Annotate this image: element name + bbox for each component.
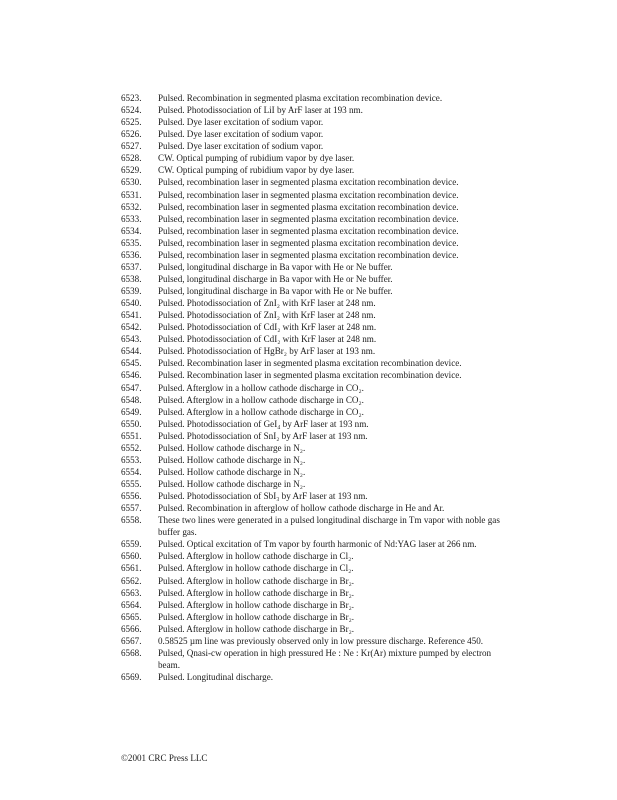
note-text: Pulsed, recombination laser in segmented plasma excitation recombination device. [158, 237, 459, 248]
note-item [121, 261, 511, 273]
note-text: Pulsed. Photodissociation of GeI₄ by ArF laser at 193 nm. [158, 418, 369, 429]
note-text: Pulsed, recombination laser in segmented plasma excitation recombination device. [158, 201, 459, 212]
note-text: Pulsed. Photodissociation of SnI₂ by ArF laser at 193 nm. [158, 430, 368, 441]
note-text: Pulsed, recombination laser in segmented plasma excitation recombination device. [158, 189, 459, 200]
note-item [121, 466, 511, 478]
note-text: Pulsed, Qnasi-cw operation in high pressured He : Ne : Kr(Ar) mixture pumped by electron beam. [158, 647, 492, 670]
note-text: Pulsed. Dye laser excitation of sodium vapor. [158, 129, 324, 140]
note-number: 6525. [121, 117, 142, 128]
note-text: Pulsed. Afterglow in a hollow cathode discharge in CO₂. [158, 394, 364, 405]
note-number: 6549. [121, 406, 142, 417]
note-number: 6536. [121, 249, 142, 260]
note-text: Pulsed. Recombination laser in segmented plasma excitation recombination device. [158, 358, 462, 369]
note-text: Pulsed. Photodissociation of ZnI₂ with KrF laser at 248 nm. [158, 298, 376, 309]
note-number: 6565. [121, 611, 142, 622]
note-number: 6563. [121, 587, 142, 598]
note-text: Pulsed. Afterglow in hollow cathode discharge in Cl₂. [158, 551, 354, 562]
note-number: 6567. [121, 635, 142, 646]
note-number: 6561. [121, 563, 142, 574]
note-item [121, 116, 511, 128]
note-text: Pulsed, recombination laser in segmented plasma excitation recombination device. [158, 225, 459, 236]
note-item [121, 514, 511, 538]
note-item [121, 333, 511, 345]
note-item [121, 321, 511, 333]
note-number: 6559. [121, 539, 142, 550]
note-number: 6534. [121, 225, 142, 236]
note-number: 6532. [121, 201, 142, 212]
note-number: 6526. [121, 129, 142, 140]
note-text: Pulsed. Hollow cathode discharge in N₂. [158, 479, 306, 489]
note-item [121, 273, 511, 285]
note-item [121, 394, 511, 406]
note-item [121, 647, 511, 671]
note-text: Pulsed. Afterglow in hollow cathode discharge in Br₂. [158, 575, 355, 586]
note-number: 6541. [121, 310, 142, 321]
note-item [121, 237, 511, 249]
note-text: Pulsed. Afterglow in hollow cathode discharge in Br₂. [158, 587, 355, 598]
note-number: 6564. [121, 599, 142, 610]
note-text: Pulsed. Afterglow in hollow cathode discharge in Cl₂. [158, 563, 354, 574]
note-number: 6544. [121, 346, 142, 357]
note-item [121, 430, 511, 442]
note-number: 6531. [121, 189, 142, 200]
note-item [121, 502, 511, 514]
note-text: These two lines were generated in a pulsed longitudinal discharge in Tm vapor with noble gas buffer gas. [158, 515, 500, 538]
note-text: 0.58525 µm line was previously observed only in low pressure discharge. Reference 450. [158, 635, 484, 646]
note-item [121, 189, 511, 201]
note-number: 6540. [121, 298, 142, 309]
note-item [121, 611, 511, 623]
note-item [121, 104, 511, 116]
note-item [121, 406, 511, 418]
note-text: Pulsed, recombination laser in segmented plasma excitation recombination device. [158, 177, 459, 188]
note-item [121, 164, 511, 176]
note-text: Pulsed. Longitudinal discharge. [158, 672, 274, 682]
note-text: Pulsed. Dye laser excitation of sodium vapor. [158, 141, 324, 152]
note-item [121, 599, 511, 611]
note-item [121, 382, 511, 394]
note-number: 6547. [121, 382, 142, 393]
note-text: Pulsed. Afterglow in hollow cathode discharge in Br₂. [158, 623, 355, 634]
note-item [121, 285, 511, 297]
note-text: Pulsed. Afterglow in a hollow cathode discharge in CO₂. [158, 406, 364, 417]
note-number: 6562. [121, 575, 142, 586]
note-number: 6557. [121, 503, 142, 514]
note-number: 6539. [121, 286, 142, 296]
note-text: Pulsed, recombination laser in segmented plasma excitation recombination device. [158, 213, 459, 224]
note-number: 6543. [121, 334, 142, 345]
note-item [121, 369, 511, 381]
note-item [121, 140, 511, 152]
note-number: 6548. [121, 394, 142, 405]
note-number: 6545. [121, 358, 142, 369]
note-item [121, 442, 511, 454]
note-text: Pulsed, recombination laser in segmented plasma excitation recombination device. [158, 249, 459, 260]
note-number: 6551. [121, 430, 142, 441]
note-text: Pulsed. Hollow cathode discharge in N₂. [158, 442, 306, 453]
note-number: 6554. [121, 466, 142, 477]
note-text: Pulsed. Afterglow in a hollow cathode discharge in CO₂. [158, 382, 364, 393]
note-item [121, 418, 511, 430]
note-item [121, 249, 511, 261]
note-number: 6527. [121, 141, 142, 152]
note-number: 6546. [121, 370, 142, 381]
note-number: 6552. [121, 442, 142, 453]
note-number: 6542. [121, 322, 142, 333]
note-text: CW. Optical pumping of rubidium vapor by dye laser. [158, 165, 355, 176]
note-number: 6524. [121, 105, 142, 116]
note-text: Pulsed. Photodissociation of ZnI₂ with KrF laser at 248 nm. [158, 310, 376, 321]
note-number: 6538. [121, 273, 142, 284]
note-number: 6556. [121, 491, 142, 502]
note-number: 6537. [121, 261, 142, 272]
note-text: Pulsed, longitudinal discharge in Ba vapor with He or Ne buffer. [158, 273, 393, 284]
note-text: Pulsed. Hollow cathode discharge in N₂. [158, 454, 306, 465]
note-text: Pulsed. Photodissociation of CdI₂ with KrF laser at 248 nm. [158, 334, 377, 345]
note-text: Pulsed. Recombination laser in segmented plasma excitation recombination device. [158, 370, 462, 381]
note-text: Pulsed. Photodissociation of HgBr₂ by ArF laser at 193 nm. [158, 346, 376, 357]
note-number: 6535. [121, 237, 142, 248]
note-item [121, 478, 511, 490]
note-number: 6566. [121, 623, 142, 634]
note-number: 6523. [121, 93, 142, 103]
note-number: 6555. [121, 479, 142, 489]
note-number: 6528. [121, 153, 142, 164]
note-item [121, 201, 511, 213]
note-number: 6560. [121, 551, 142, 562]
note-text: Pulsed, longitudinal discharge in Ba vapor with He or Ne buffer. [158, 286, 393, 296]
note-number: 6533. [121, 213, 142, 224]
note-number: 6568. [121, 647, 142, 658]
note-item [121, 225, 511, 237]
note-item [121, 454, 511, 466]
note-text: Pulsed. Photodissociation of SbI₃ by ArF laser at 193 nm. [158, 491, 368, 502]
note-item [121, 345, 511, 357]
note-item [121, 309, 511, 321]
note-item [121, 671, 511, 683]
note-text: Pulsed. Afterglow in hollow cathode discharge in Br₂. [158, 611, 355, 622]
note-item [121, 635, 511, 647]
note-number: 6569. [121, 672, 142, 682]
note-text: Pulsed. Recombination in afterglow of hollow cathode discharge in He and Ar. [158, 503, 445, 514]
notes-list [121, 92, 511, 683]
note-text: Pulsed. Recombination in segmented plasma excitation recombination device. [158, 93, 443, 103]
note-item [121, 92, 511, 104]
note-item [121, 562, 511, 574]
note-item [121, 128, 511, 140]
note-text: CW. Optical pumping of rubidium vapor by dye laser. [158, 153, 355, 164]
note-text: Pulsed, longitudinal discharge in Ba vapor with He or Ne buffer. [158, 261, 393, 272]
note-item [121, 213, 511, 225]
note-number: 6558. [121, 515, 142, 526]
note-number: 6530. [121, 177, 142, 188]
copyright-footer: ©2001 CRC Press LLC [121, 753, 208, 763]
note-text: Pulsed. Photodissociation of CdI₂ with KrF laser at 248 nm. [158, 322, 377, 333]
note-number: 6553. [121, 454, 142, 465]
note-item [121, 297, 511, 309]
note-item [121, 152, 511, 164]
note-item [121, 623, 511, 635]
note-item [121, 538, 511, 550]
note-item [121, 357, 511, 369]
note-text: Pulsed. Afterglow in hollow cathode discharge in Br₂. [158, 599, 355, 610]
note-item [121, 490, 511, 502]
note-number: 6529. [121, 165, 142, 176]
note-text: Pulsed. Hollow cathode discharge in N₂. [158, 466, 306, 477]
note-item [121, 575, 511, 587]
note-text: Pulsed. Photodissociation of LiI by ArF laser at 193 nm. [158, 105, 363, 116]
note-item [121, 176, 511, 188]
note-item [121, 587, 511, 599]
note-text: Pulsed. Dye laser excitation of sodium vapor. [158, 117, 324, 128]
note-number: 6550. [121, 418, 142, 429]
note-text: Pulsed. Optical excitation of Tm vapor by fourth harmonic of Nd:YAG laser at 266 nm. [158, 539, 477, 550]
note-item [121, 550, 511, 562]
